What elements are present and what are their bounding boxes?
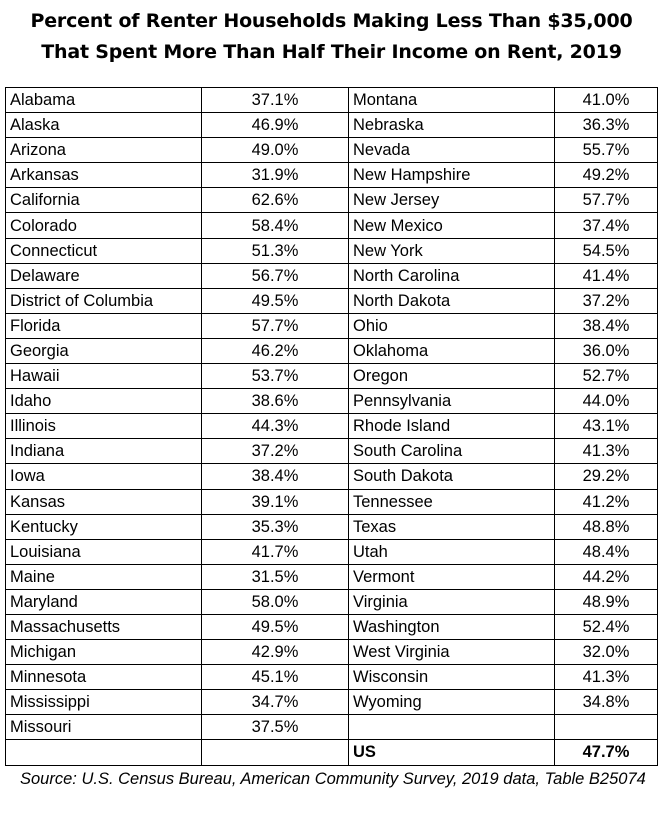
state-name-cell: Michigan bbox=[6, 640, 202, 665]
state-name-cell: Arizona bbox=[6, 138, 202, 163]
state-value-cell: 37.4% bbox=[555, 213, 658, 238]
state-name-cell bbox=[349, 715, 555, 740]
state-value-cell: 57.7% bbox=[202, 313, 349, 338]
table-row bbox=[6, 263, 658, 288]
state-value-cell: 37.1% bbox=[202, 88, 349, 113]
table-row bbox=[6, 589, 658, 614]
state-value-cell: 31.9% bbox=[202, 163, 349, 188]
state-name-cell: Nebraska bbox=[349, 113, 555, 138]
table-row bbox=[6, 313, 658, 338]
state-value-cell: 45.1% bbox=[202, 665, 349, 690]
state-value-cell: 44.0% bbox=[555, 389, 658, 414]
state-value-cell: 36.0% bbox=[555, 338, 658, 363]
state-name-cell: North Carolina bbox=[349, 263, 555, 288]
state-name-cell: Idaho bbox=[6, 389, 202, 414]
state-value-cell: 51.3% bbox=[202, 238, 349, 263]
table-row bbox=[6, 614, 658, 639]
state-value-cell: 49.5% bbox=[202, 614, 349, 639]
state-name-cell: Rhode Island bbox=[349, 414, 555, 439]
state-value-cell: 48.9% bbox=[555, 589, 658, 614]
table-row bbox=[6, 489, 658, 514]
state-name-cell: Mississippi bbox=[6, 690, 202, 715]
state-value-cell: 47.7% bbox=[555, 740, 658, 765]
state-value-cell: 37.5% bbox=[202, 715, 349, 740]
state-name-cell: New Hampshire bbox=[349, 163, 555, 188]
state-name-cell: North Dakota bbox=[349, 288, 555, 313]
state-name-cell: Alaska bbox=[6, 113, 202, 138]
state-value-cell: 49.0% bbox=[202, 138, 349, 163]
table-row bbox=[6, 564, 658, 589]
table-row bbox=[6, 188, 658, 213]
state-value-cell: 42.9% bbox=[202, 640, 349, 665]
table-row bbox=[6, 665, 658, 690]
state-name-cell: Massachusetts bbox=[6, 614, 202, 639]
state-value-cell: 41.0% bbox=[555, 88, 658, 113]
state-value-cell: 58.4% bbox=[202, 213, 349, 238]
table-row bbox=[6, 238, 658, 263]
state-value-cell bbox=[555, 715, 658, 740]
state-name-cell: Vermont bbox=[349, 564, 555, 589]
state-value-cell: 35.3% bbox=[202, 514, 349, 539]
state-name-cell: Ohio bbox=[349, 313, 555, 338]
state-name-cell: Louisiana bbox=[6, 539, 202, 564]
state-value-cell: 55.7% bbox=[555, 138, 658, 163]
state-name-cell: District of Columbia bbox=[6, 288, 202, 313]
state-name-cell: Texas bbox=[349, 514, 555, 539]
state-name-cell: New Mexico bbox=[349, 213, 555, 238]
state-value-cell: 49.2% bbox=[555, 163, 658, 188]
table-row bbox=[6, 740, 658, 765]
state-name-cell: Alabama bbox=[6, 88, 202, 113]
state-name-cell: Iowa bbox=[6, 464, 202, 489]
state-name-cell: Hawaii bbox=[6, 364, 202, 389]
table-row bbox=[6, 213, 658, 238]
state-value-cell: 41.7% bbox=[202, 539, 349, 564]
state-value-cell: 34.7% bbox=[202, 690, 349, 715]
state-value-cell: 62.6% bbox=[202, 188, 349, 213]
state-value-cell: 36.3% bbox=[555, 113, 658, 138]
state-value-cell: 44.3% bbox=[202, 414, 349, 439]
state-data-table bbox=[5, 87, 658, 766]
state-name-cell: Montana bbox=[349, 88, 555, 113]
state-name-cell: Virginia bbox=[349, 589, 555, 614]
state-value-cell: 43.1% bbox=[555, 414, 658, 439]
state-value-cell: 44.2% bbox=[555, 564, 658, 589]
state-value-cell: 32.0% bbox=[555, 640, 658, 665]
table-row bbox=[6, 389, 658, 414]
state-value-cell: 37.2% bbox=[202, 439, 349, 464]
state-value-cell: 29.2% bbox=[555, 464, 658, 489]
table-row bbox=[6, 464, 658, 489]
source-note: Source: U.S. Census Bureau, American Community Survey, 2019 data, Table B25074 bbox=[20, 770, 646, 788]
table-row bbox=[6, 113, 658, 138]
table-row bbox=[6, 414, 658, 439]
state-name-cell: South Carolina bbox=[349, 439, 555, 464]
state-name-cell: Maryland bbox=[6, 589, 202, 614]
state-value-cell: 37.2% bbox=[555, 288, 658, 313]
state-name-cell: Wisconsin bbox=[349, 665, 555, 690]
state-value-cell: 52.4% bbox=[555, 614, 658, 639]
state-name-cell: Wyoming bbox=[349, 690, 555, 715]
state-name-cell: West Virginia bbox=[349, 640, 555, 665]
state-name-cell: Illinois bbox=[6, 414, 202, 439]
table-row bbox=[6, 288, 658, 313]
chart-title bbox=[0, 6, 663, 68]
table-row bbox=[6, 539, 658, 564]
state-value-cell: 41.4% bbox=[555, 263, 658, 288]
state-name-cell: Missouri bbox=[6, 715, 202, 740]
table-row bbox=[6, 338, 658, 363]
state-name-cell: Connecticut bbox=[6, 238, 202, 263]
state-name-cell: New York bbox=[349, 238, 555, 263]
state-name-cell: US bbox=[349, 740, 555, 765]
state-value-cell: 53.7% bbox=[202, 364, 349, 389]
state-name-cell: Kansas bbox=[6, 489, 202, 514]
table-row bbox=[6, 163, 658, 188]
state-name-cell: Minnesota bbox=[6, 665, 202, 690]
state-value-cell: 46.2% bbox=[202, 338, 349, 363]
state-name-cell: Colorado bbox=[6, 213, 202, 238]
title-line-1: Percent of Renter Households Making Less Than $35,000 bbox=[30, 10, 633, 32]
state-name-cell: Arkansas bbox=[6, 163, 202, 188]
table-row bbox=[6, 715, 658, 740]
table-row bbox=[6, 88, 658, 113]
state-value-cell: 48.8% bbox=[555, 514, 658, 539]
state-value-cell: 46.9% bbox=[202, 113, 349, 138]
state-name-cell: California bbox=[6, 188, 202, 213]
state-name-cell: Oregon bbox=[349, 364, 555, 389]
state-name-cell: Delaware bbox=[6, 263, 202, 288]
state-value-cell: 31.5% bbox=[202, 564, 349, 589]
title-line-2: That Spent More Than Half Their Income on Rent, 2019 bbox=[41, 41, 622, 63]
state-name-cell: Utah bbox=[349, 539, 555, 564]
state-name-cell: New Jersey bbox=[349, 188, 555, 213]
state-name-cell: Nevada bbox=[349, 138, 555, 163]
state-value-cell: 41.2% bbox=[555, 489, 658, 514]
state-value-cell: 48.4% bbox=[555, 539, 658, 564]
table-row bbox=[6, 364, 658, 389]
state-value-cell: 49.5% bbox=[202, 288, 349, 313]
state-value-cell: 38.6% bbox=[202, 389, 349, 414]
state-value-cell: 41.3% bbox=[555, 665, 658, 690]
table-row bbox=[6, 690, 658, 715]
state-value-cell bbox=[202, 740, 349, 765]
state-name-cell: Indiana bbox=[6, 439, 202, 464]
state-value-cell: 38.4% bbox=[555, 313, 658, 338]
table-row bbox=[6, 514, 658, 539]
state-name-cell: Kentucky bbox=[6, 514, 202, 539]
state-name-cell: Tennessee bbox=[349, 489, 555, 514]
state-name-cell: Georgia bbox=[6, 338, 202, 363]
state-name-cell: Pennsylvania bbox=[349, 389, 555, 414]
state-name-cell bbox=[6, 740, 202, 765]
state-name-cell: Oklahoma bbox=[349, 338, 555, 363]
state-value-cell: 39.1% bbox=[202, 489, 349, 514]
state-value-cell: 34.8% bbox=[555, 690, 658, 715]
state-value-cell: 38.4% bbox=[202, 464, 349, 489]
state-value-cell: 57.7% bbox=[555, 188, 658, 213]
state-name-cell: South Dakota bbox=[349, 464, 555, 489]
state-value-cell: 54.5% bbox=[555, 238, 658, 263]
state-name-cell: Maine bbox=[6, 564, 202, 589]
state-value-cell: 41.3% bbox=[555, 439, 658, 464]
state-name-cell: Florida bbox=[6, 313, 202, 338]
table-row bbox=[6, 640, 658, 665]
state-value-cell: 52.7% bbox=[555, 364, 658, 389]
state-name-cell: Washington bbox=[349, 614, 555, 639]
state-value-cell: 58.0% bbox=[202, 589, 349, 614]
table-row bbox=[6, 138, 658, 163]
state-value-cell: 56.7% bbox=[202, 263, 349, 288]
table-row bbox=[6, 439, 658, 464]
